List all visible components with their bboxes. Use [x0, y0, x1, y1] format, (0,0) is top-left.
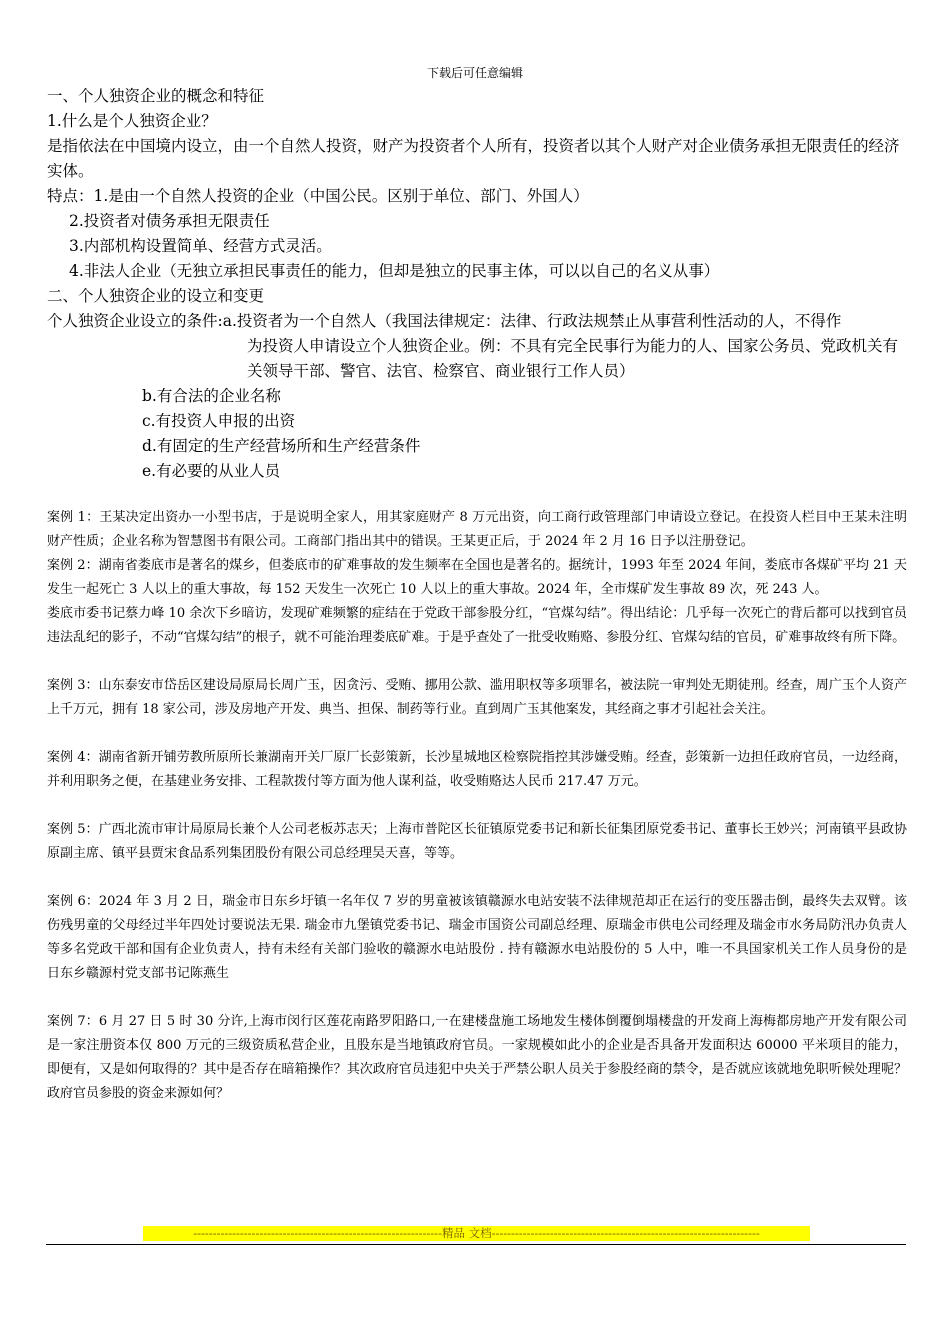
condition-d: d.有固定的生产经营场所和生产经营条件	[142, 437, 421, 455]
feature-2: 2.投资者对债务承担无限责任	[69, 212, 270, 230]
case-2-continued: 娄底市委书记蔡力峰 10 余次下乡暗访，发现矿难频繁的症结在于党政干部参股分红，“官煤勾结”。得出结论：几乎每一次死亡的背后都可以找到官员违法乱纪的影子，不动“官煤勾结”的根子，就不可能治理娄底矿难。于是乎查处了一批受收贿赂、参股分红、官煤勾结的官员，矿难事故终有所下降。	[47, 606, 907, 645]
spacer	[47, 986, 907, 1010]
feature-4: 4.非法人企业（无独立承担民事责任的能力，但却是独立的民事主体，可以以自己的名义从事）	[69, 262, 720, 280]
condition-a: 个人独资企业设立的条件:a.投资者为一个自然人（我国法律规定：法律、行政法规禁止从事营利性活动的人，不得作	[47, 312, 842, 330]
case-2: 案例 2：湖南省娄底市是著名的煤乡，但娄底市的矿难事故的发生频率在全国也是著名的。据统计，1993 年至 2024 年间，娄底市各煤矿平均 21 天发生一起死亡 3 人以上的重大事故，每 152 天发生一次死亡 10 人以上的重大事故。2024 年，全市煤矿发生事故 89 次，死 243 人。	[47, 558, 907, 597]
case-list	[47, 506, 907, 1106]
condition-c: c.有投资人申报的出资	[142, 412, 296, 430]
spacer	[47, 722, 907, 746]
spacer	[47, 794, 907, 818]
case-1: 案例 1：王某决定出资办一小型书店，于是说明全家人，用其家庭财产 8 万元出资，向工商行政管理部门申请设立登记。在投资人栏目中王某未注明财产性质；企业名称为智慧图书有限公司。工商部门指出其中的错误。王某更正后，于 2024 年 2 月 16 日予以注册登记。	[47, 510, 907, 549]
case-3: 案例 3：山东泰安市岱岳区建设局原局长周广玉，因贪污、受贿、挪用公款、滥用职权等多项罪名，被法院一审判处无期徒刑。经查，周广玉个人资产上千万元，拥有 18 家公司，涉及房地产开发、典当、担保、制药等行业。直到周广玉其他案发，其经商之事才引起社会关注。	[47, 678, 907, 717]
condition-a-continued: 为投资人申请设立个人独资企业。例：不具有完全民事行为能力的人、国家公务员、党政机关有关领导干部、警官、法官、检察官、商业银行工作人员）	[247, 337, 899, 380]
definition-text: 是指依法在中国境内设立，由一个自然人投资，财产为投资者个人所有，投资者以其个人财产对企业债务承担无限责任的经济实体。	[47, 137, 900, 180]
header-note: 下载后可任意编辑	[426, 66, 523, 80]
feature-1: 特点：1.是由一个自然人投资的企业（中国公民。区别于单位、部门、外国人）	[47, 187, 589, 205]
section-2-title: 二、个人独资企业的设立和变更	[47, 287, 265, 305]
condition-b: b.有合法的企业名称	[142, 387, 281, 405]
feature-3: 3.内部机构设置简单、经营方式灵活。	[69, 237, 332, 255]
condition-e: e.有必要的从业人员	[142, 462, 281, 480]
case-5: 案例 5：广西北流市审计局原局长兼个人公司老板苏志天；上海市普陀区长征镇原党委书记和新长征集团原党委书记、董事长王妙兴；河南镇平县政协原副主席、镇平县贾宋食品系列集团股份有限公司总经理吴天喜，等等。	[47, 822, 907, 861]
spacer	[47, 650, 907, 674]
spacer	[47, 866, 907, 890]
footer-divider	[46, 1244, 906, 1245]
question-1: 1.什么是个人独资企业？	[47, 112, 217, 130]
case-4: 案例 4：湖南省新开铺劳教所原所长兼湖南开关厂原厂长彭策新，长沙星城地区检察院指控其涉嫌受贿。经查，彭策新一边担任政府官员，一边经商，并利用职务之便，在基建业务安排、工程款拨付等方面为他人谋利益，收受贿赂达人民币 217.47 万元。	[47, 750, 907, 789]
case-6: 案例 6：2024 年 3 月 2 日，瑞金市日东乡圩镇一名年仅 7 岁的男童被该镇赣源水电站安装不法律规范却正在运行的变压器击倒，最终失去双臂。该伤残男童的父母经过半年四处讨要说法无果. 瑞金市九堡镇党委书记、瑞金市国资公司副总经理、原瑞金市供电公司经理及瑞金市水务局防汛办负责人等多名党政干部和国有企业负责人，持有未经有关部门验收的赣源水电站股份 . 持有赣源水电站股份的 5 人中，唯一不具国家机关工作人员身份的是日东乡赣源村党支部书记陈燕生	[47, 894, 907, 981]
footer-watermark: ----------------------------------------------------------------精品 文档---------------------------------------------------------------------	[143, 1226, 810, 1241]
case-7: 案例 7：6 月 27 日 5 时 30 分许,上海市闵行区莲花南路罗阳路口,一在建楼盘施工场地发生楼体倒覆倒塌楼盘的开发商上海梅都房地产开发有限公司是一家注册资本仅 800 万元的三级资质私营企业，且股东是当地镇政府官员。一家规模如此小的企业是否具备开发面积达 60000 平米项目的能力，即便有，又是如何取得的？其中是否存在暗箱操作？其次政府官员违犯中央关于严禁公职人员关于参股经商的禁令，是否就应该就地免职听候处理呢？政府官员参股的资金来源如何？	[47, 1014, 907, 1101]
section-1-title: 一、个人独资企业的概念和特征	[47, 87, 265, 105]
main-content	[47, 84, 907, 484]
